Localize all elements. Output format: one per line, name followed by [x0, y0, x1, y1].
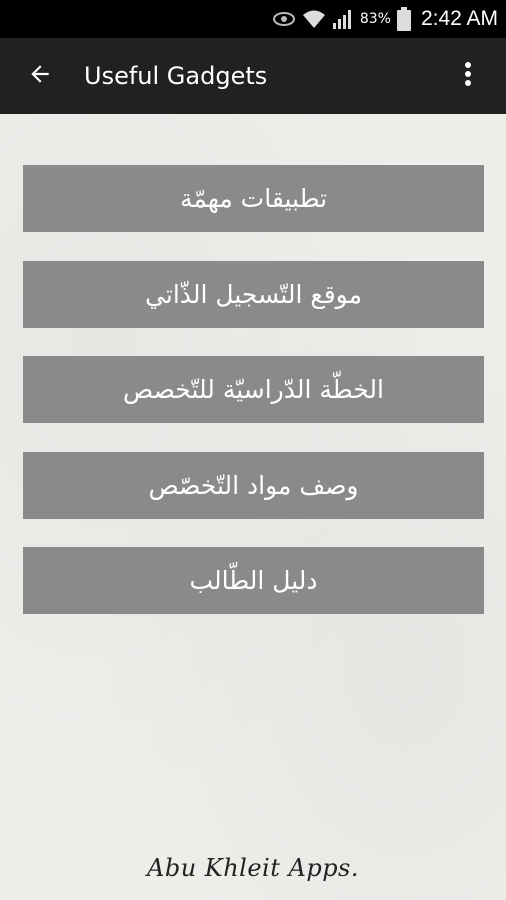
student-guide-button[interactable]: دليل الطّالب: [23, 547, 484, 614]
study-plan-button[interactable]: الخطّة الدّراسيّة للتّخصص: [23, 356, 484, 423]
self-registration-button[interactable]: موقع التّسجيل الذّاتي: [23, 261, 484, 328]
course-description-button[interactable]: وصف مواد التّخصّص: [23, 452, 484, 519]
wifi-icon: [302, 9, 326, 29]
battery-percent: 83%: [359, 11, 391, 27]
back-button[interactable]: [12, 48, 68, 104]
app-bar: [0, 38, 506, 114]
status-time: 2:42 AM: [420, 7, 498, 30]
developer-signature: Abu Khleit Apps.: [147, 854, 359, 882]
overflow-menu-button[interactable]: [444, 52, 492, 100]
eye-icon: [272, 11, 296, 27]
battery-icon: [397, 7, 411, 31]
arrow-left-icon: [27, 61, 53, 91]
more-vert-icon: [464, 61, 472, 91]
signal-icon: [332, 9, 354, 29]
status-bar: [0, 0, 506, 38]
page-title: Useful Gadgets: [84, 62, 268, 90]
important-apps-button[interactable]: تطبيقات مهمّة: [23, 165, 484, 232]
